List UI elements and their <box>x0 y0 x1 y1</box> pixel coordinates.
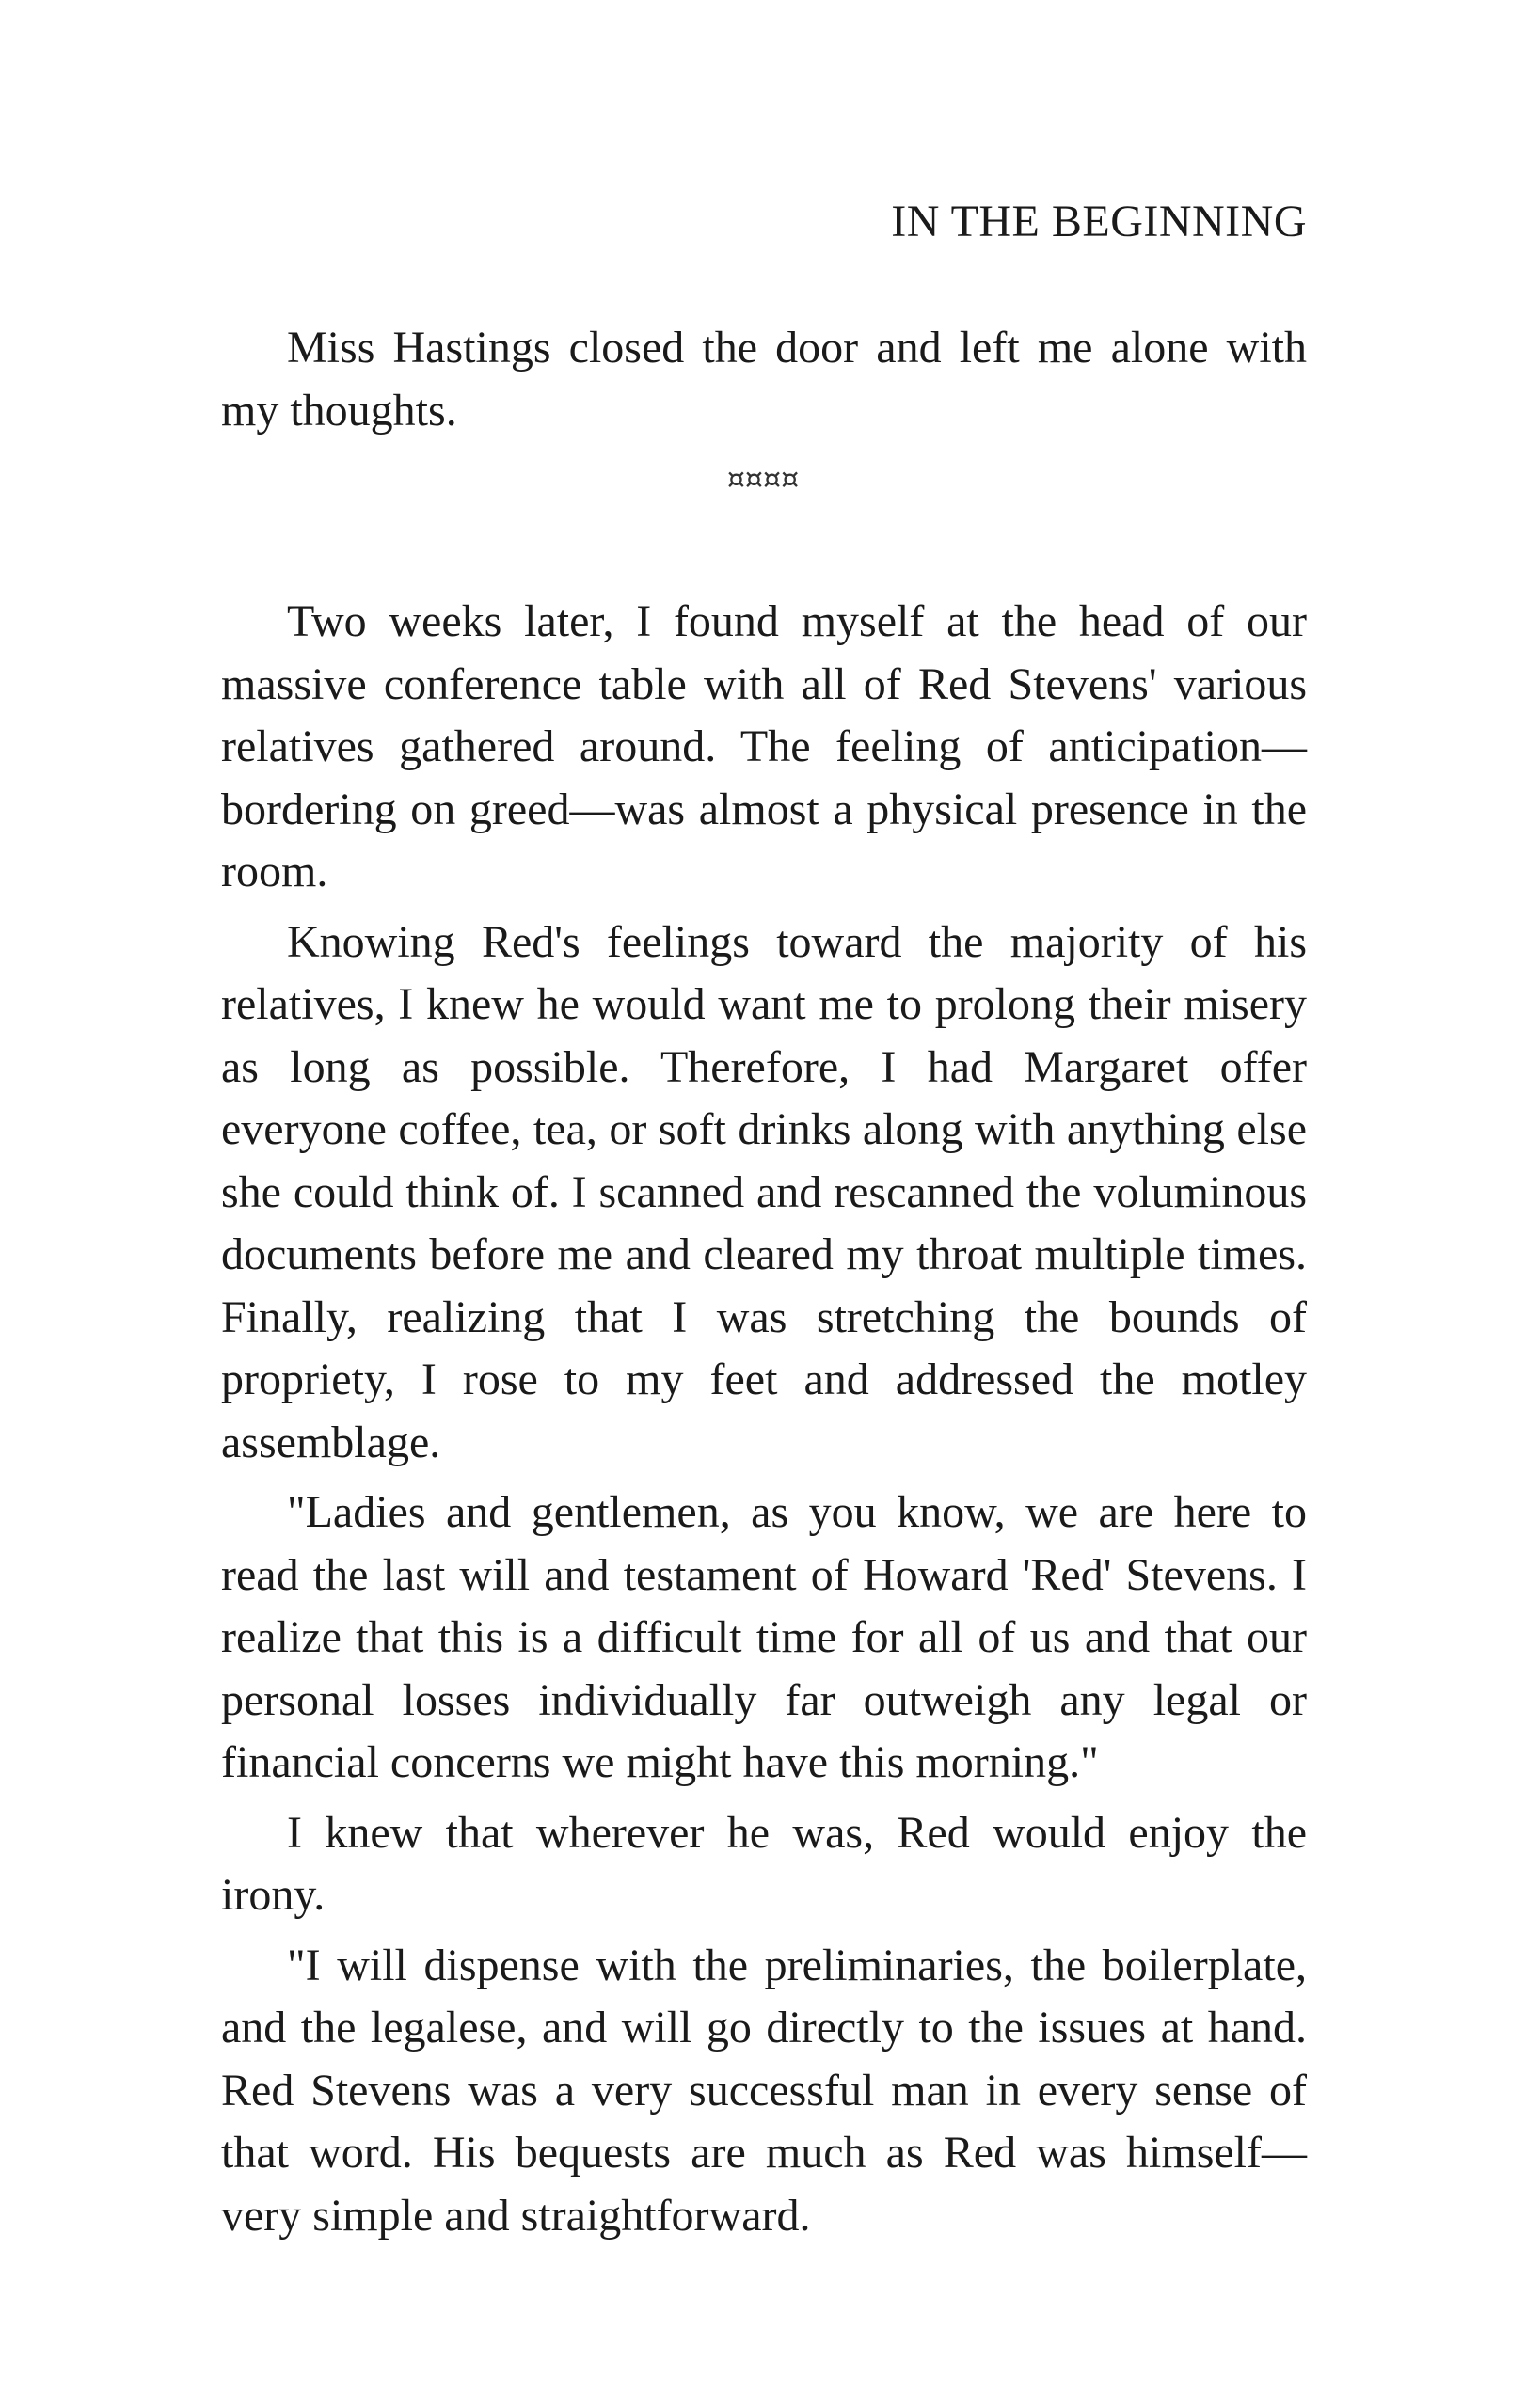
text-block-top <box>221 317 1307 450</box>
section-break-ornament: ¤¤¤¤ <box>726 463 800 496</box>
text-block-main <box>221 591 1307 2255</box>
paragraph: "Ladies and gentlemen, as you know, we are here to read the last will and testament of Howard 'Red' Stevens. I realize that this is a difficult time for all of us and that our personal losses individually far outweigh any legal or financial concerns we might have this morning." <box>221 1487 1307 1787</box>
paragraph: "I will dispense with the preliminaries, the boilerplate, and the legalese, and will go directly to the issues at hand. Red Stevens was a very successful man in every sense of that word. His bequests are much as Red was himself—very simple and straightforward. <box>221 1940 1307 2241</box>
paragraph: Two weeks later, I found myself at the head of our massive conference table with all of Red Stevens' various relatives gathered around. The feeling of anticipation—bordering on greed—was almost a physical presence in the room. <box>221 596 1307 896</box>
paragraph: I knew that wherever he was, Red would enjoy the irony. <box>221 1807 1307 1920</box>
paragraph: Knowing Red's feelings toward the majority of his relatives, I knew he would want me to prolong their misery as long as possible. Therefore, I had Margaret offer everyone coffee, tea, or soft drinks along with anything else she could think of. I scanned and rescanned the voluminous documents before me and cleared my throat multiple times. Finally, realizing that I was stretching the bounds of propriety, I rose to my feet and addressed the motley assemblage. <box>221 916 1307 1467</box>
running-head: IN THE BEGINNING <box>891 197 1307 246</box>
paragraph: Miss Hastings closed the door and left me alone with my thoughts. <box>221 323 1307 436</box>
